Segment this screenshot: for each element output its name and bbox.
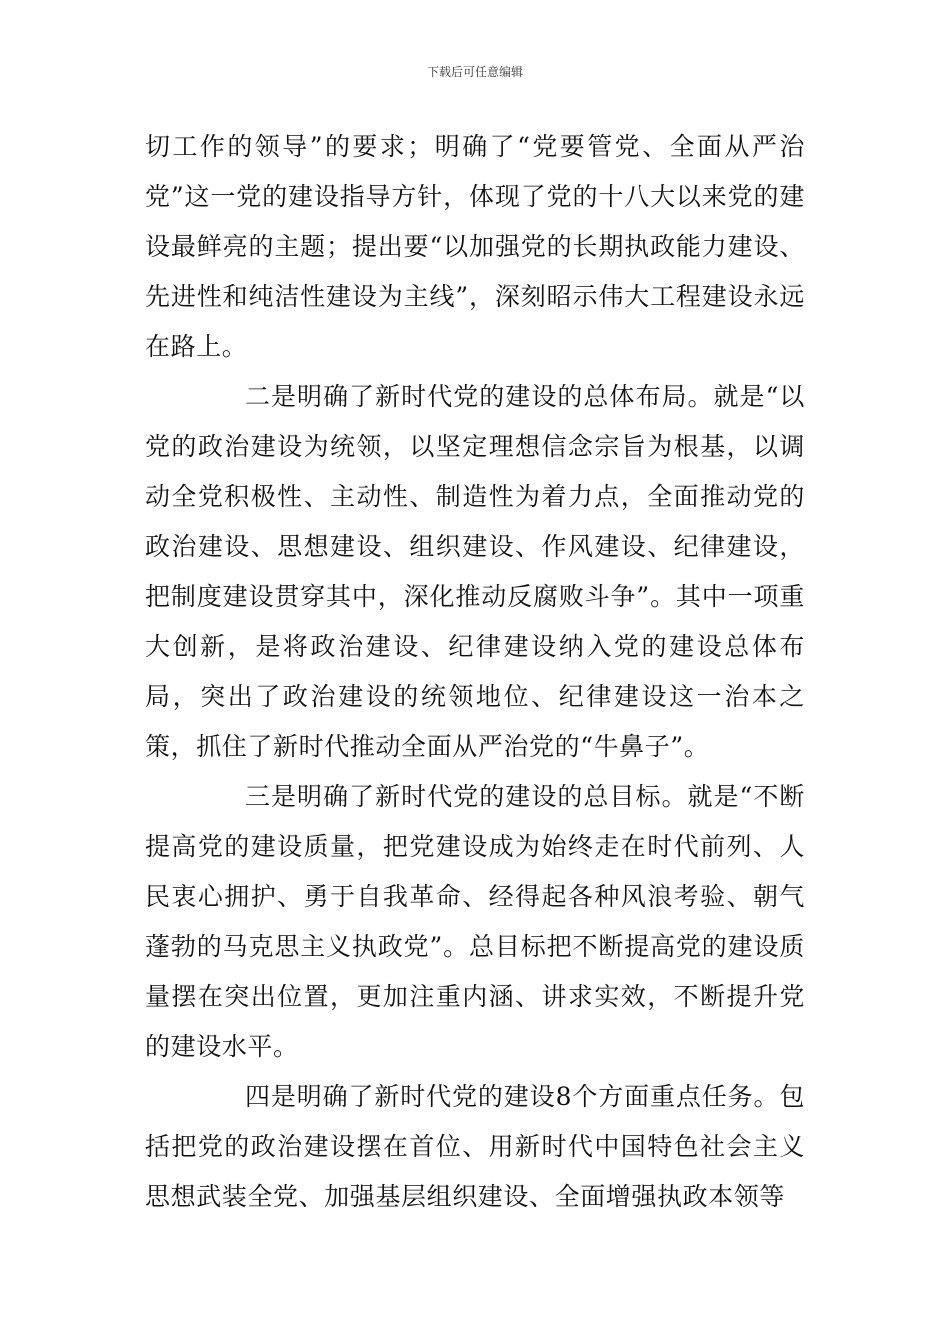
paragraph-overall-goal: 三是明确了新时代党的建设的总目标。就是“不断提高党的建设质量，把党建设成为始终走在时代前列、人民衷心拥护、勇于自我革命、经得起各种风浪考验、朝气蓬勃的马克思主义执政党”。总目标把不断提高党的建设质量摆在突出位置，更加注重内涵、讲求实效，不断提升党的建设水平。 [145,782,805,1061]
paragraph-overall-layout: 二是明确了新时代党的建设的总体布局。就是“以党的政治建设为统领，以坚定理想信念宗旨为根基，以调动全党积极性、主动性、制造性为着力点，全面推动党的政治建设、思想建设、组织建设、作风建设、纪律建设，把制度建设贯穿其中，深化推动反腐败斗争”。其中一项重大创新，是将政治建设、纪律建设纳入党的建设总体布局，突出了政治建设的统领地位、纪律建设这一治本之策，抓住了新时代推动全面从严治党的“牛鼻子”。 [145,382,805,761]
paragraph-key-tasks: 四是明确了新时代党的建设8个方面重点任务。包括把党的政治建设摆在首位、用新时代中国特色社会主义思想武装全党、加强基层组织建设、全面增强执政本领等 [145,1082,805,1211]
document-body [145,122,805,1222]
page-header-note: 下载后可任意编辑 [426,65,523,79]
paragraph-continuation: 切工作的领导”的要求；明确了“党要管党、全面从严治党”这一党的建设指导方针，体现了党的十八大以来党的建设最鲜亮的主题；提出要“以加强党的长期执政能力建设、先进性和纯洁性建设为主线”，深刻昭示伟大工程建设永远在路上。 [145,132,805,361]
